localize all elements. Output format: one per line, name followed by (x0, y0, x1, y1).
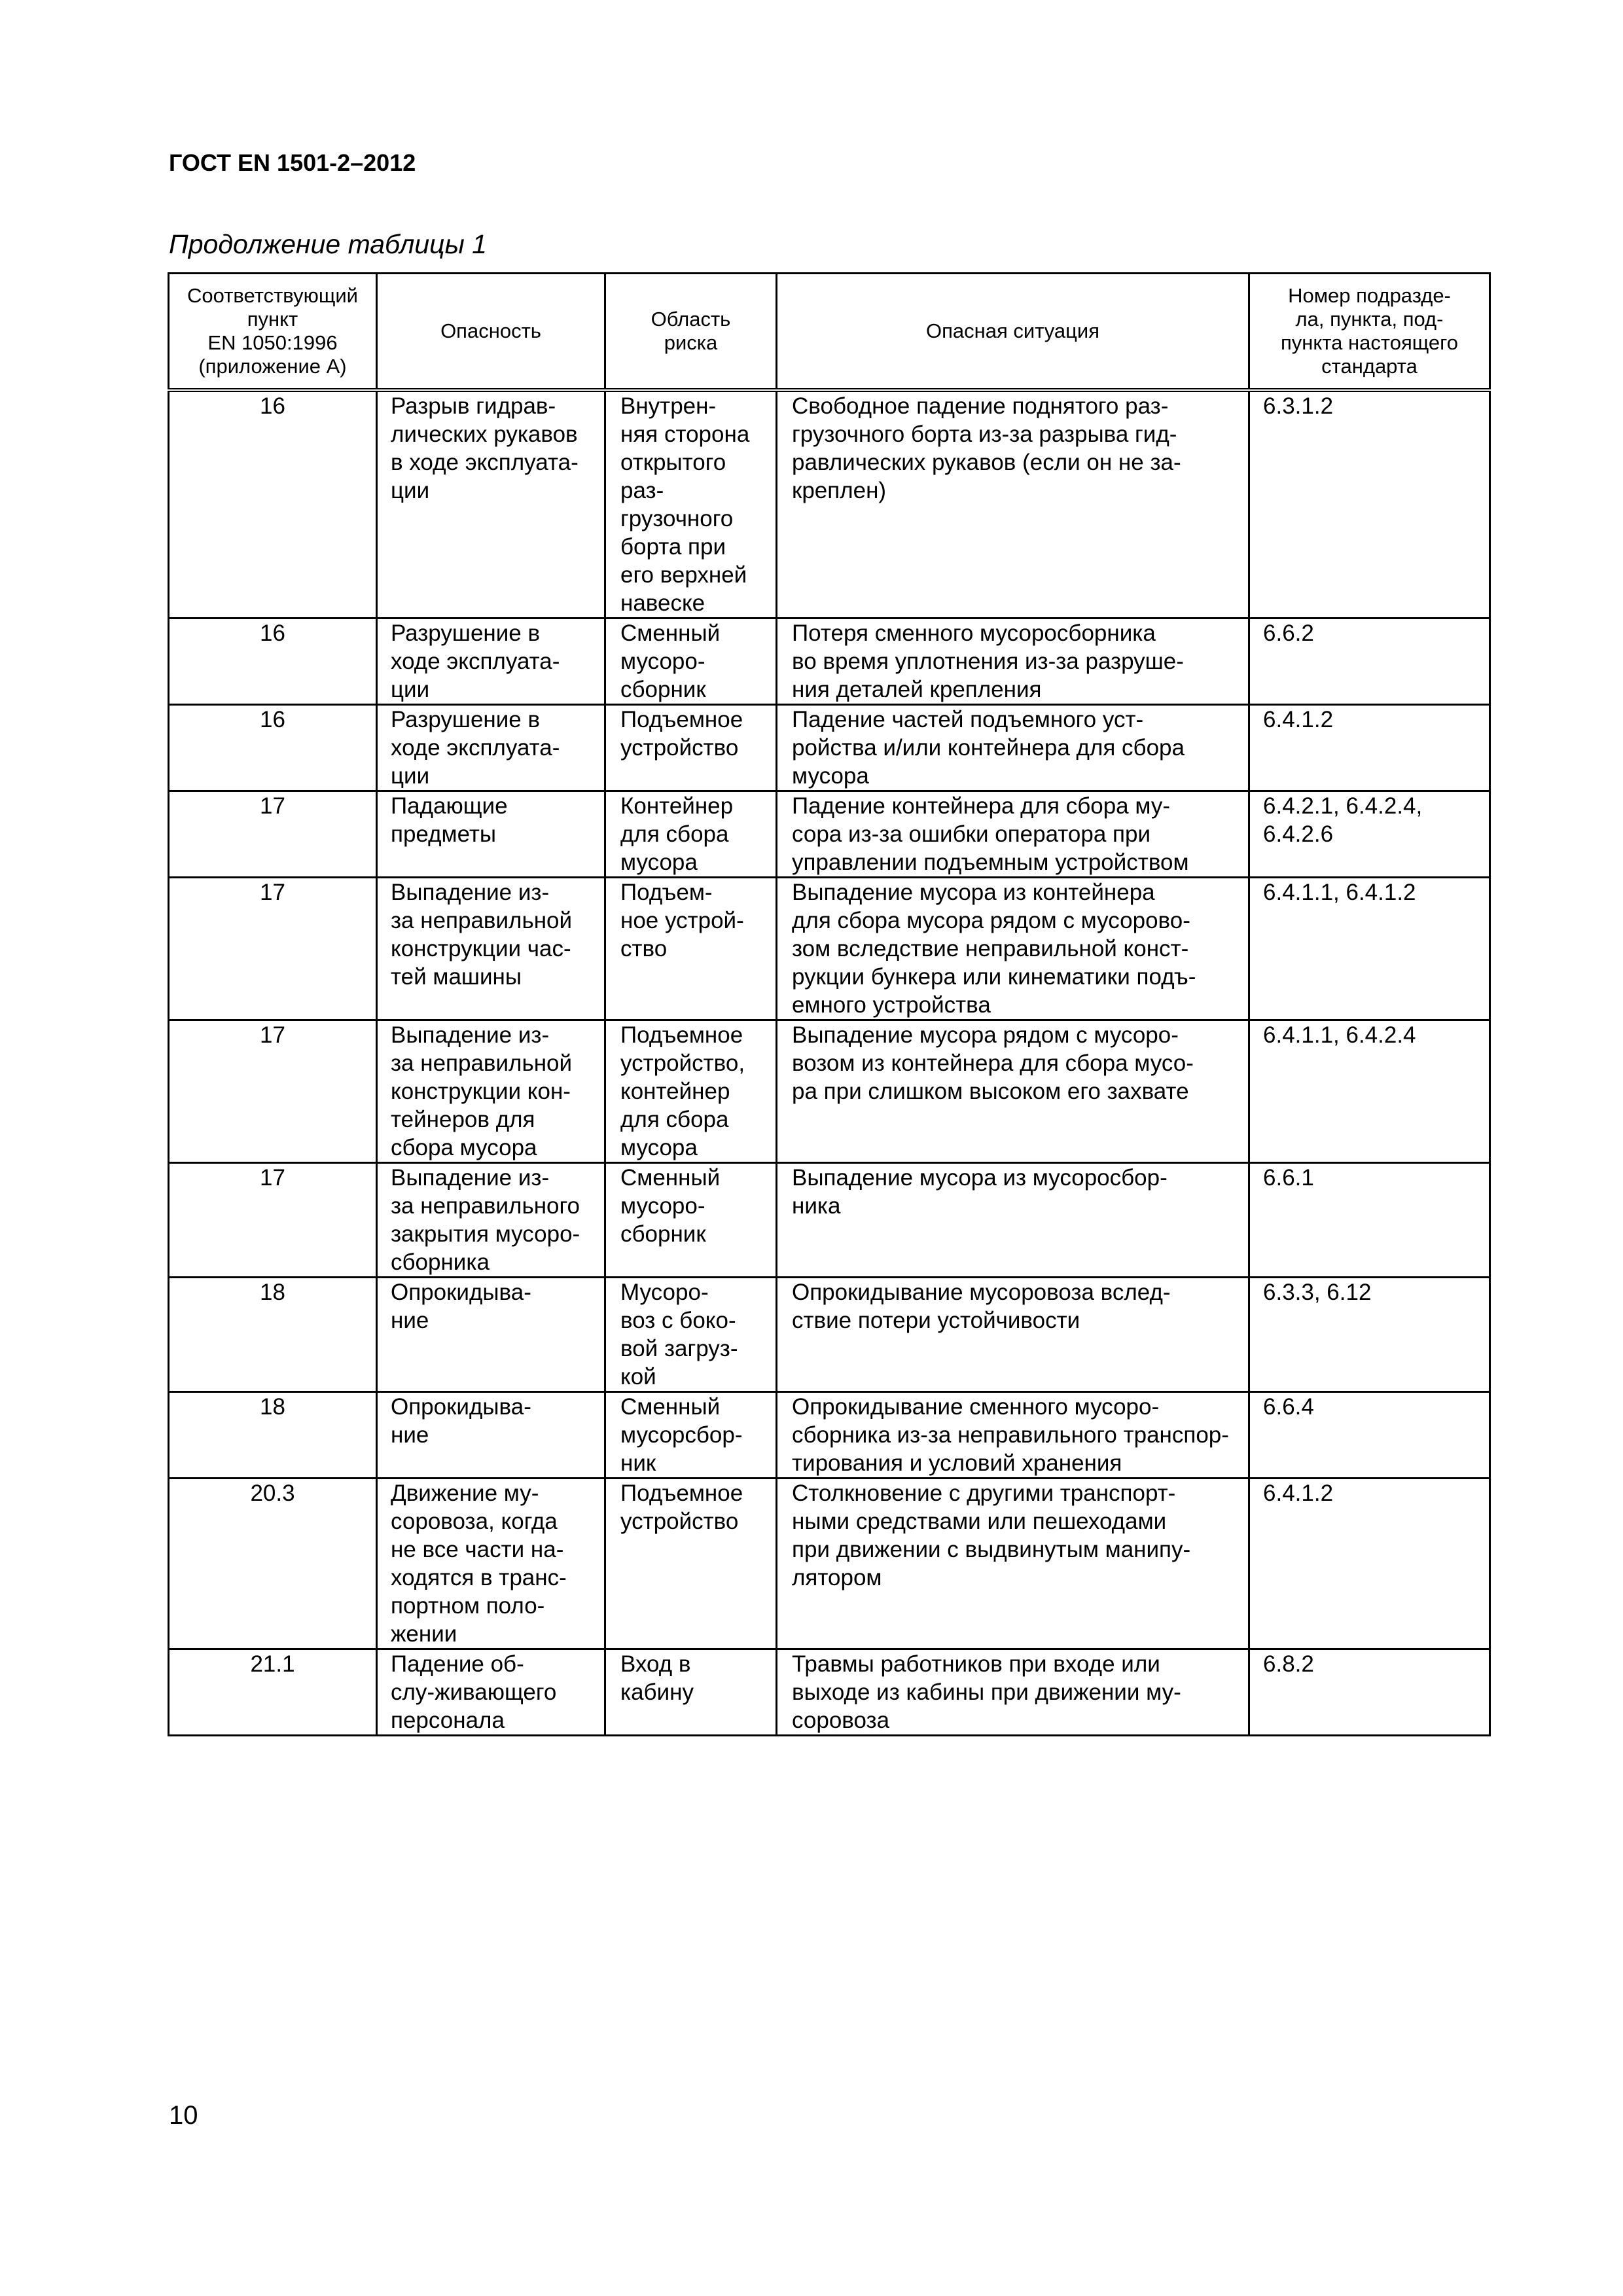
cell-en-clause: 17 (169, 791, 377, 878)
cell-standard-clause: 6.8.2 (1249, 1649, 1490, 1736)
cell-standard-clause: 6.4.2.1, 6.4.2.4, 6.4.2.6 (1249, 791, 1490, 878)
cell-situation: Опрокидывание сменного мусоро- сборника из-за неправильного транспор- тирования и условий хранения (777, 1392, 1249, 1479)
column-header-hazard: Опасность (377, 274, 605, 391)
cell-risk-area: Сменный мусорсбор- ник (605, 1392, 777, 1479)
page-number: 10 (169, 2101, 198, 2130)
cell-hazard: Выпадение из- за неправильной конструкции кон- тейнеров для сбора мусора (377, 1020, 605, 1163)
cell-situation: Травмы работников при входе или выходе из кабины при движении му- соровоза (777, 1649, 1249, 1736)
cell-standard-clause: 6.6.4 (1249, 1392, 1490, 1479)
cell-risk-area: Подъемное устройство (605, 705, 777, 791)
table-row (169, 390, 1490, 619)
document-code: ГОСТ EN 1501-2–2012 (169, 149, 416, 176)
cell-situation: Падение контейнера для сбора му- сора из-за ошибки оператора при управлении подъемным устройством (777, 791, 1249, 878)
cell-hazard: Разрушение в ходе эксплуата- ции (377, 705, 605, 791)
cell-hazard: Разрушение в ходе эксплуата- ции (377, 619, 605, 705)
cell-en-clause: 18 (169, 1278, 377, 1392)
cell-hazard: Опрокидыва- ние (377, 1278, 605, 1392)
table-row (169, 1392, 1490, 1479)
cell-situation: Свободное падение поднятого раз- грузочного борта из-за разрыва гид- равлических рукавов (если он не за- креплен) (777, 390, 1249, 619)
column-header-hazardous-situation: Опасная ситуация (777, 274, 1249, 391)
cell-en-clause: 21.1 (169, 1649, 377, 1736)
cell-en-clause: 16 (169, 619, 377, 705)
cell-risk-area: Контейнер для сбора мусора (605, 791, 777, 878)
table-row (169, 619, 1490, 705)
cell-risk-area: Подъемное устройство (605, 1479, 777, 1649)
column-header-en-clause: Соответствующий пункт EN 1050:1996 (приложение А) (169, 274, 377, 391)
cell-standard-clause: 6.6.1 (1249, 1163, 1490, 1278)
cell-en-clause: 16 (169, 705, 377, 791)
cell-standard-clause: 6.6.2 (1249, 619, 1490, 705)
cell-hazard: Движение му- соровоза, когда не все части на- ходятся в транс- портном поло- жении (377, 1479, 605, 1649)
cell-en-clause: 16 (169, 390, 377, 619)
table-row (169, 878, 1490, 1020)
cell-hazard: Разрыв гидрав- лических рукавов в ходе эксплуата- ции (377, 390, 605, 619)
cell-en-clause: 17 (169, 878, 377, 1020)
cell-situation: Выпадение мусора из мусоросбор- ника (777, 1163, 1249, 1278)
cell-en-clause: 17 (169, 1020, 377, 1163)
cell-risk-area: Внутрен- няя сторона открытого раз- грузочного борта при его верхней навеске (605, 390, 777, 619)
cell-risk-area: Подъем- ное устрой- ство (605, 878, 777, 1020)
column-header-risk-area: Область риска (605, 274, 777, 391)
table-row (169, 791, 1490, 878)
cell-risk-area: Мусоро- воз с боко- вой загруз- кой (605, 1278, 777, 1392)
cell-standard-clause: 6.4.1.1, 6.4.1.2 (1249, 878, 1490, 1020)
table-row (169, 1479, 1490, 1649)
table-row (169, 1278, 1490, 1392)
cell-risk-area: Сменный мусоро- сборник (605, 1163, 777, 1278)
cell-en-clause: 17 (169, 1163, 377, 1278)
cell-situation: Выпадение мусора рядом с мусоро- возом из контейнера для сбора мусо- ра при слишком высоком его захвате (777, 1020, 1249, 1163)
cell-hazard: Выпадение из- за неправильного закрытия мусоро- сборника (377, 1163, 605, 1278)
cell-standard-clause: 6.4.1.1, 6.4.2.4 (1249, 1020, 1490, 1163)
column-header-standard-clause: Номер подразде- ла, пункта, под- пункта настоящего стандарта (1249, 274, 1490, 391)
cell-risk-area: Сменный мусоро- сборник (605, 619, 777, 705)
cell-hazard: Падение об- слу-живающего персонала (377, 1649, 605, 1736)
cell-standard-clause: 6.3.3, 6.12 (1249, 1278, 1490, 1392)
table-row (169, 1020, 1490, 1163)
cell-risk-area: Вход в кабину (605, 1649, 777, 1736)
cell-situation: Выпадение мусора из контейнера для сбора мусора рядом с мусорово- зом вследствие неправильной конст- рукции бункера или кинематики подъ- емного устройства (777, 878, 1249, 1020)
table-caption: Продолжение таблицы 1 (169, 229, 487, 259)
cell-situation: Опрокидывание мусоровоза вслед- ствие потери устойчивости (777, 1278, 1249, 1392)
cell-situation: Падение частей подъемного уст- ройства и/или контейнера для сбора мусора (777, 705, 1249, 791)
cell-hazard: Выпадение из- за неправильной конструкции час- тей машины (377, 878, 605, 1020)
table-row (169, 705, 1490, 791)
cell-situation: Потеря сменного мусоросборника во время уплотнения из-за разруше- ния деталей крепления (777, 619, 1249, 705)
cell-hazard: Опрокидыва- ние (377, 1392, 605, 1479)
cell-standard-clause: 6.3.1.2 (1249, 390, 1490, 619)
cell-risk-area: Подъемное устройство, контейнер для сбора мусора (605, 1020, 777, 1163)
table-header-row (169, 274, 1490, 391)
cell-en-clause: 18 (169, 1392, 377, 1479)
cell-hazard: Падающие предметы (377, 791, 605, 878)
cell-standard-clause: 6.4.1.2 (1249, 705, 1490, 791)
table-row (169, 1163, 1490, 1278)
table-row (169, 1649, 1490, 1736)
cell-standard-clause: 6.4.1.2 (1249, 1479, 1490, 1649)
cell-situation: Столкновение с другими транспорт- ными средствами или пешеходами при движении с выдвинутым манипу- лятором (777, 1479, 1249, 1649)
hazard-table (168, 272, 1491, 1736)
cell-en-clause: 20.3 (169, 1479, 377, 1649)
